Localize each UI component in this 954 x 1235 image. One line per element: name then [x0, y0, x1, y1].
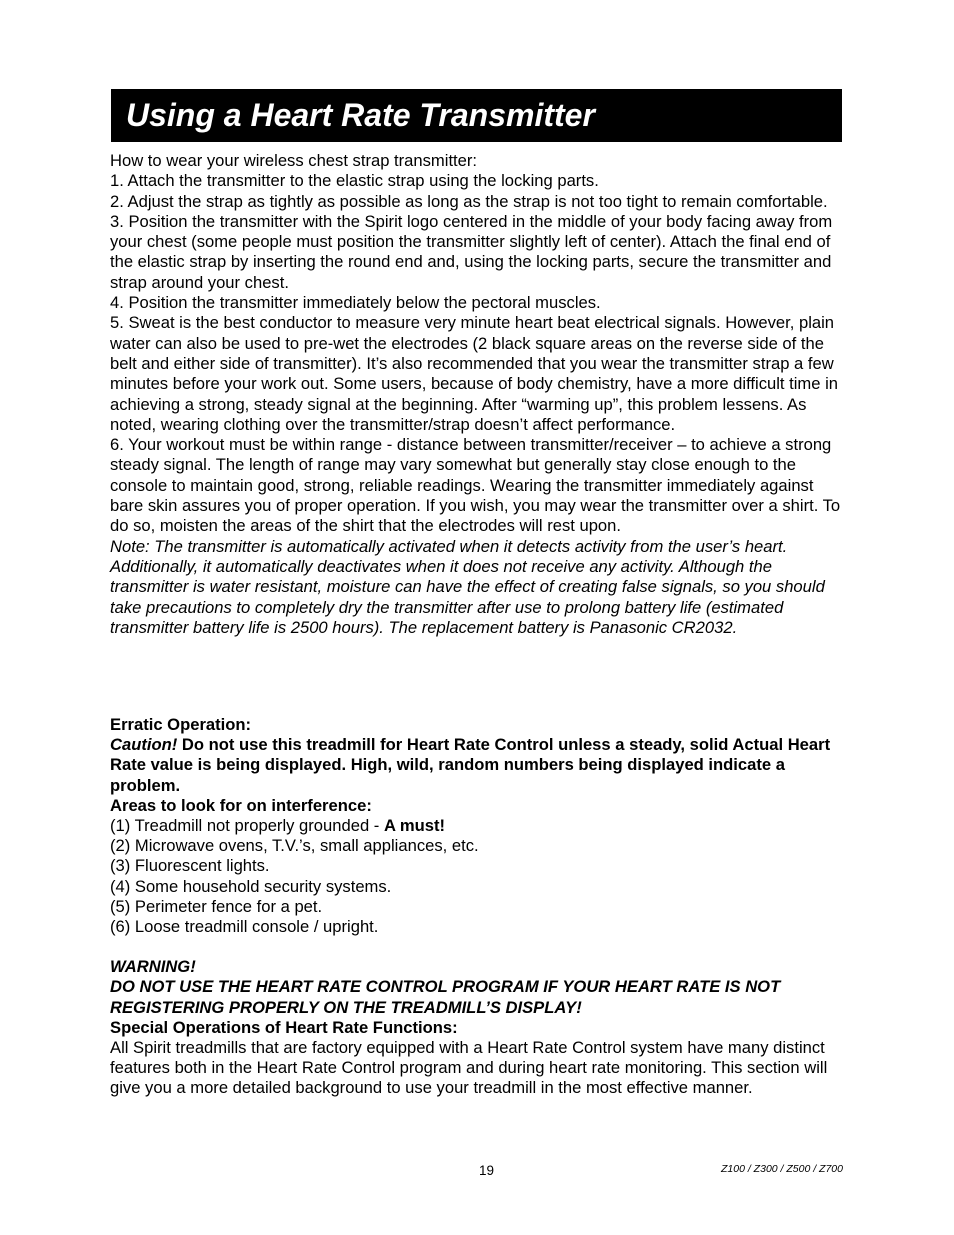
page-title: Using a Heart Rate Transmitter — [126, 97, 595, 133]
interference-item-4: (4) Some household security systems. — [110, 876, 392, 896]
warning-text: DO NOT USE THE HEART RATE CONTROL PROGRAM IF YOUR HEART RATE IS NOT REGISTERING PROPERLY ON THE TREADMILL’S DISPLAY! — [110, 977, 781, 1017]
interference-item-1 — [110, 816, 844, 836]
special-heading: Special Operations of Heart Rate Functions: — [110, 1017, 458, 1037]
note-text: Note: The transmitter is automatically activated when it detects activity from the user’s heart. Additionally, it automatically deactivates when it does not receive any activity. Although the transmitter is water resistant, moisture can have the effect of creating false signals, so you should take precautions to completely dry the transmitter after use to prolong battery life (estimated transmitter battery life is 2500 hours). The replacement battery is Panasonic CR2032. — [110, 536, 825, 637]
warning-label: WARNING! — [110, 957, 196, 977]
interference-item-6: (6) Loose treadmill console / upright. — [110, 917, 379, 937]
model-numbers: Z100 / Z300 / Z500 / Z700 — [721, 1163, 843, 1175]
interference-item-2: (2) Microwave ovens, T.V.’s, small appliances, etc. — [110, 836, 479, 856]
step-6: 6. Your workout must be within range - distance between transmitter/receiver – to achieve a strong steady signal. The length of range may vary somewhat but generally stay close enough to the console to maintain good, strong, reliable readings. Wearing the transmitter immediately against bare skin assures you of proper operation. If you wish, you may wear the transmitter over a shirt. To do so, moisten the areas of the shirt that the electrodes will rest upon. — [110, 435, 841, 536]
interference-item-1-emphasis: A must! — [383, 816, 446, 836]
interference-item-3: (3) Fluorescent lights. — [110, 856, 270, 876]
step-3: 3. Position the transmitter with the Spirit logo centered in the middle of your body facing away from your chest (some people must position the transmitter slightly left of center). Attach the final end of the elastic strap by inserting the round end and, using the locking parts, secure the transmitter and strap around your chest. — [110, 211, 833, 292]
title-bar — [111, 89, 842, 142]
step-4: 4. Position the transmitter immediately below the pectoral muscles. — [110, 293, 601, 313]
instructions-section — [110, 151, 844, 638]
caution-text: Do not use this treadmill for Heart Rate Control unless a steady, solid Actual Heart Rate value is being displayed. High, wild, random numbers being displayed indicate a problem. — [110, 735, 831, 795]
erratic-section — [110, 715, 844, 1099]
page-number: 19 — [479, 1163, 495, 1178]
step-1: 1. Attach the transmitter to the elastic strap using the locking parts. — [110, 171, 599, 191]
special-text: All Spirit treadmills that are factory equipped with a Heart Rate Control system have many distinct features both in the Heart Rate Control program and during heart rate monitoring. This section will give you a more detailed background to use your treadmill in the most effective manner. — [110, 1038, 828, 1098]
step-5: 5. Sweat is the best conductor to measure very minute heart beat electrical signals. However, plain water can also be used to pre-wet the electrodes (2 black square areas on the reverse side of the belt and either side of transmitter). It’s also recommended that you wear the transmitter strap a few minutes before your work out. Some users, because of body chemistry, have a more difficult time in achieving a strong, steady signal at the beginning. After “warming up”, this problem lessens. As noted, wearing clothing over the transmitter/strap doesn’t affect performance. — [110, 313, 839, 434]
erratic-heading: Erratic Operation: — [110, 715, 252, 734]
intro-text: How to wear your wireless chest strap transmitter: — [110, 151, 478, 170]
areas-heading: Areas to look for on interference: — [110, 795, 372, 815]
interference-item-5: (5) Perimeter fence for a pet. — [110, 896, 323, 916]
spacer — [110, 937, 844, 957]
step-2: 2. Adjust the strap as tightly as possible as long as the strap is not too tight to remain comfortable. — [110, 191, 828, 211]
interference-item-1-text: (1) Treadmill not properly grounded - — [110, 816, 384, 836]
caution-paragraph — [110, 735, 844, 796]
caution-label: Caution! — [110, 735, 178, 755]
